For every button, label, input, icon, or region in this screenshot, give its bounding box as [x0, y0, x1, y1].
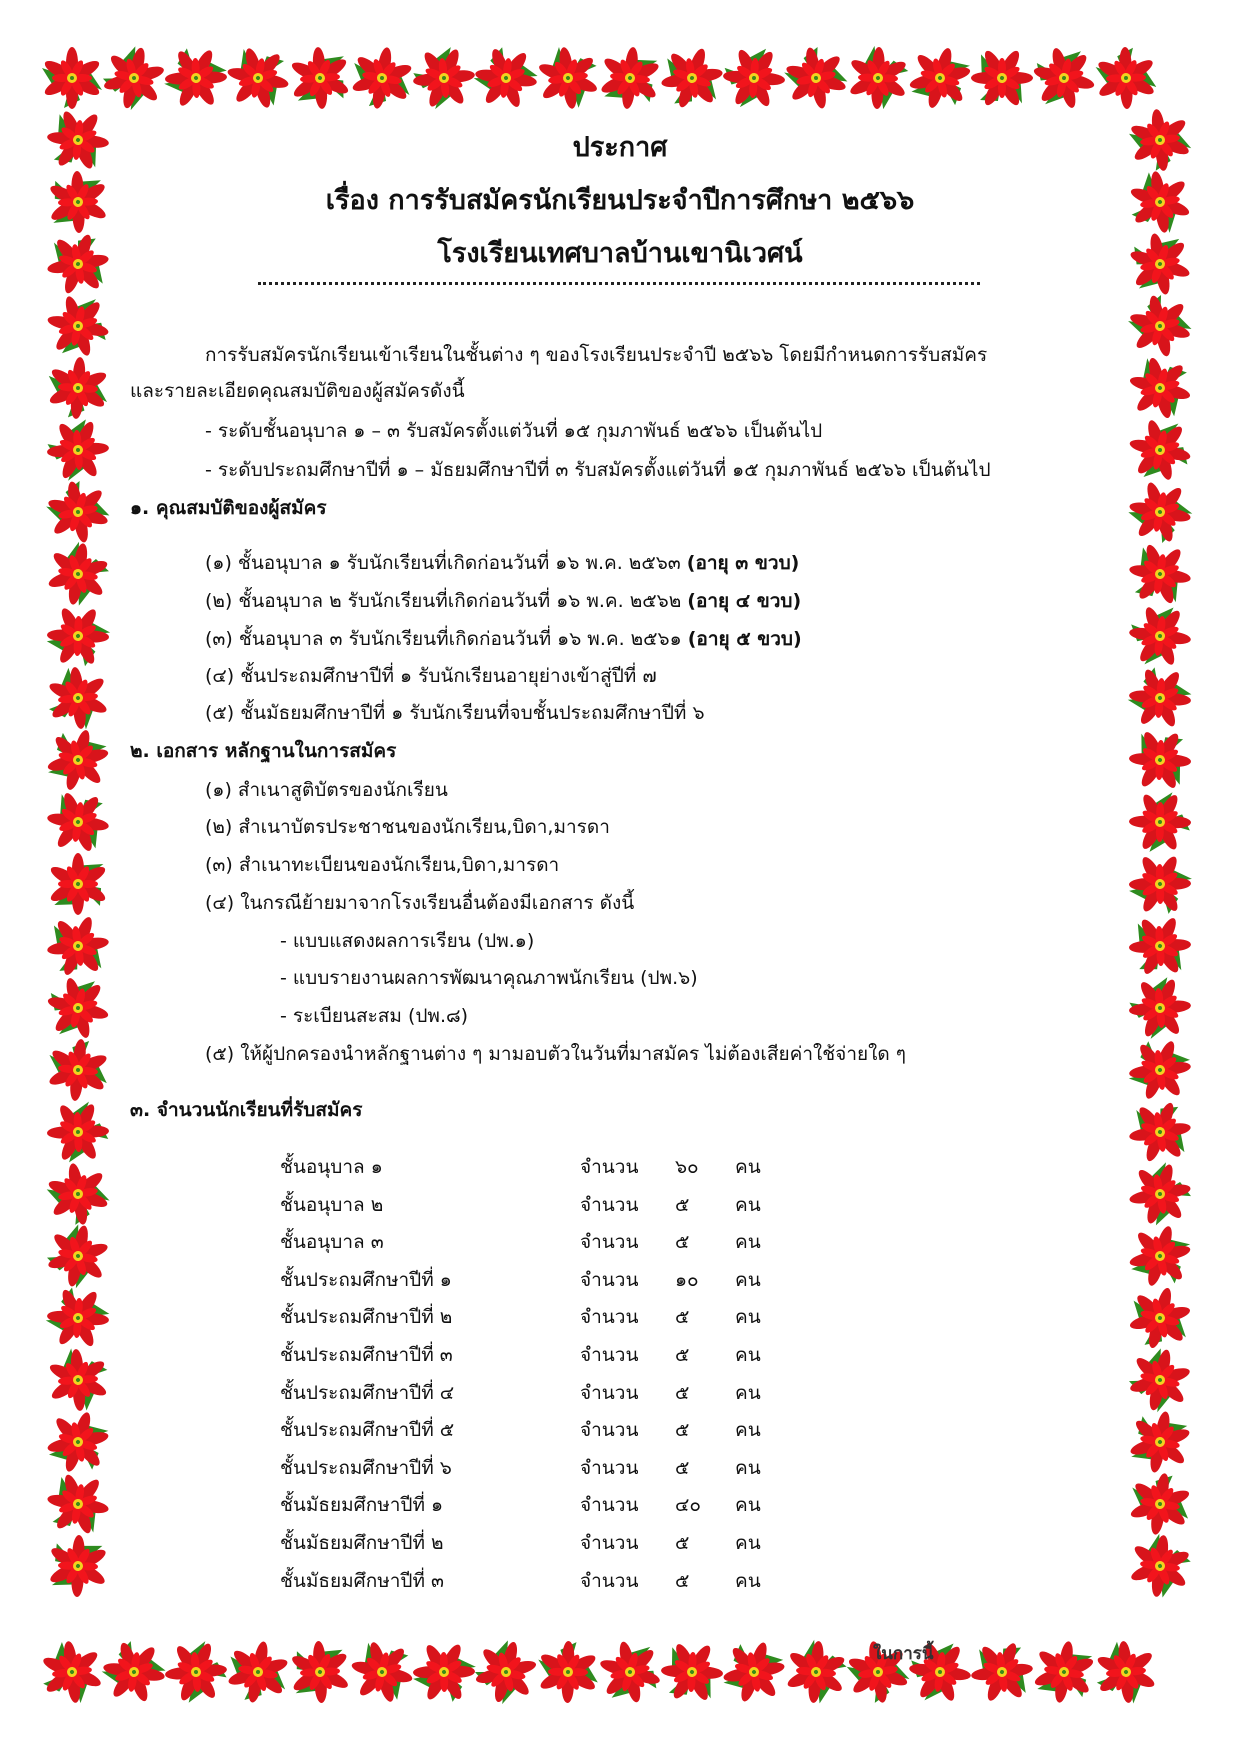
announcement-subject: เรื่อง การรับสมัครนักเรียนประจำปีการศึกษา ๒๕๖๖	[325, 185, 915, 216]
intro-bullet-2: - ระดับประถมศึกษาปีที่ ๑ – มัธยมศึกษาปีที่ ๓ รับสมัครตั้งแต่วันที่ ๑๕ กุมภาพันธ์ ๒๕๖๖ เป็นต้นไป	[205, 459, 991, 481]
poinsettia-icon	[1121, 1092, 1199, 1171]
count-label: จำนวน	[580, 1457, 639, 1479]
poinsettia-icon	[1127, 975, 1194, 1040]
grade-label: ชั้นประถมศึกษาปีที่ ๕	[280, 1419, 455, 1441]
poinsettia-icon	[897, 35, 983, 121]
poinsettia-icon	[36, 1338, 121, 1422]
table-row	[280, 1302, 800, 1332]
poinsettia-icon	[39, 225, 117, 304]
unit-label: คน	[735, 1306, 761, 1328]
qualification-item	[205, 586, 801, 616]
poinsettia-icon	[537, 1640, 598, 1703]
table-row	[280, 1227, 800, 1257]
qualification-item	[205, 548, 799, 578]
section-2-heading: ๒. เอกสาร หลักฐานในการสมัคร	[130, 740, 397, 762]
poinsettia-icon	[962, 1632, 1041, 1713]
poinsettia-icon	[1021, 1629, 1107, 1715]
count-label: จำนวน	[580, 1344, 639, 1366]
unit-label: คน	[735, 1231, 761, 1253]
table-row	[280, 1566, 800, 1596]
document-item: (๒) สำเนาบัตรประชาชนของนักเรียน,บิดา,มารดา	[205, 816, 610, 838]
grade-label: ชั้นประถมศึกษาปีที่ ๖	[280, 1457, 452, 1479]
student-count: ๕	[675, 1457, 690, 1479]
grade-label: ชั้นมัธยมศึกษาปีที่ ๑	[280, 1494, 444, 1516]
poinsettia-icon	[1120, 657, 1201, 739]
document-item: (๕) ให้ผู้ปกครองนำหลักฐานต่าง ๆ มามอบตัวในวันที่มาสมัคร ไม่ต้องเสียค่าใช้จ่ายใด ๆ	[205, 1043, 906, 1065]
poinsettia-icon	[279, 37, 361, 118]
poinsettia-icon	[163, 1639, 230, 1704]
grade-label: ชั้นประถมศึกษาปีที่ ๒	[280, 1306, 453, 1328]
poinsettia-icon	[1121, 226, 1199, 303]
qualification-text: (๕) ชั้นมัธยมศึกษาปีที่ ๑ รับนักเรียนที่จบชั้นประถมศึกษาปีที่ ๖	[205, 702, 705, 724]
poinsettia-icon	[1124, 1159, 1196, 1230]
poinsettia-icon	[41, 290, 114, 362]
count-label: จำนวน	[580, 1306, 639, 1328]
poinsettia-icon	[223, 1636, 294, 1708]
grade-label: ชั้นประถมศึกษาปีที่ ๓	[280, 1344, 453, 1366]
student-count: ๕	[675, 1344, 690, 1366]
qualification-text: (๓) ชั้นอนุบาล ๓ รับนักเรียนที่เกิดก่อนวันที่ ๑๖ พ.ค. ๒๕๖๑	[205, 628, 688, 650]
poinsettia-icon	[961, 36, 1044, 120]
table-row	[280, 1265, 800, 1295]
student-count: ๑๐	[675, 1269, 699, 1291]
qualification-item	[205, 661, 657, 691]
grade-label: ชั้นอนุบาล ๒	[280, 1194, 384, 1216]
document-subitem: - ระเบียนสะสม (ปพ.๘)	[280, 1005, 469, 1027]
document-subitem: - แบบแสดงผลการเรียน (ปพ.๑)	[280, 930, 535, 952]
count-label: จำนวน	[580, 1494, 639, 1516]
poinsettia-icon	[45, 418, 111, 482]
poinsettia-icon	[1123, 414, 1197, 486]
poinsettia-icon	[775, 1632, 857, 1713]
count-label: จำนวน	[580, 1269, 639, 1291]
poinsettia-icon	[1124, 289, 1196, 363]
grade-label: ชั้นอนุบาล ๑	[280, 1156, 383, 1178]
qualification-age: (อายุ ๕ ขวบ)	[687, 628, 802, 650]
poinsettia-icon	[42, 475, 114, 548]
count-label: จำนวน	[580, 1532, 639, 1554]
unit-label: คน	[735, 1344, 761, 1366]
student-count: ๖๐	[675, 1156, 699, 1178]
poinsettia-icon	[279, 1631, 361, 1713]
poinsettia-icon	[467, 38, 546, 118]
poinsettia-icon	[39, 535, 118, 613]
poinsettia-icon	[468, 1635, 543, 1709]
table-row	[280, 1453, 800, 1483]
table-row	[280, 1190, 800, 1220]
count-label: จำนวน	[580, 1231, 639, 1253]
unit-label: คน	[735, 1570, 761, 1592]
count-label: จำนวน	[580, 1194, 639, 1216]
student-count: ๕	[675, 1194, 690, 1216]
poinsettia-icon	[35, 779, 120, 865]
poinsettia-icon	[1117, 345, 1203, 431]
poinsettia-icon	[1119, 905, 1201, 987]
poinsettia-icon	[837, 37, 920, 119]
poinsettia-icon	[39, 1218, 117, 1294]
table-row	[280, 1378, 800, 1408]
poinsettia-icon	[721, 46, 787, 110]
section-1-heading: ๑. คุณสมบัติของผู้สมัคร	[130, 497, 327, 519]
poinsettia-icon	[35, 1399, 121, 1485]
poinsettia-icon	[1123, 1280, 1197, 1355]
poinsettia-icon	[780, 41, 852, 114]
poinsettia-icon	[1117, 1027, 1202, 1113]
poinsettia-icon	[1120, 1526, 1201, 1605]
qualification-item	[205, 698, 705, 728]
poinsettia-icon	[592, 1634, 669, 1710]
poinsettia-icon	[36, 1524, 120, 1608]
poinsettia-icon	[711, 1629, 797, 1715]
poinsettia-icon	[46, 1101, 110, 1163]
poinsettia-icon	[35, 656, 120, 741]
poinsettia-icon	[96, 41, 172, 116]
poinsettia-icon	[1027, 41, 1102, 114]
poinsettia-icon	[95, 1632, 173, 1711]
announcement-title: ประกาศ	[572, 132, 668, 163]
unit-label: คน	[735, 1419, 761, 1441]
poinsettia-icon	[36, 843, 120, 926]
poinsettia-icon	[1128, 791, 1191, 852]
qualification-text: (๑) ชั้นอนุบาล ๑ รับนักเรียนที่เกิดก่อนวันที่ ๑๖ พ.ค. ๒๕๖๓	[205, 552, 687, 574]
unit-label: คน	[735, 1532, 761, 1554]
grade-label: ชั้นอนุบาล ๓	[280, 1231, 384, 1253]
poinsettia-icon	[35, 717, 121, 803]
student-count: ๕	[675, 1231, 690, 1253]
poinsettia-icon	[1118, 842, 1201, 926]
intro-line-1: การรับสมัครนักเรียนเข้าเรียนในชั้นต่าง ๆ ของโรงเรียนประจำปี ๒๕๖๖ โดยมีกำหนดการรับสมัคร	[205, 344, 988, 366]
poinsettia-icon	[42, 47, 102, 109]
document-item: (๔) ในกรณีย้ายมาจากโรงเรียนอื่นต้องมีเอกสาร ดังนี้	[205, 892, 635, 914]
poinsettia-icon	[525, 35, 611, 120]
qualification-item	[205, 624, 802, 654]
announcement-header	[130, 125, 1110, 280]
table-row	[280, 1528, 800, 1558]
unit-label: คน	[735, 1156, 761, 1178]
document-item: (๑) สำเนาสูติบัตรของนักเรียน	[205, 779, 448, 801]
poinsettia-icon	[36, 97, 121, 182]
table-row	[280, 1152, 800, 1182]
count-label: จำนวน	[580, 1570, 639, 1592]
dotted-divider	[258, 282, 980, 285]
qualification-text: (๔) ชั้นประถมศึกษาปีที่ ๑ รับนักเรียนอายุย่างเข้าสู่ปีที่ ๗	[205, 665, 657, 687]
grade-label: ชั้นประถมศึกษาปีที่ ๑	[280, 1269, 452, 1291]
poinsettia-icon	[43, 1158, 113, 1229]
student-count: ๕	[675, 1419, 690, 1441]
poinsettia-icon	[1117, 1213, 1203, 1299]
document-item: (๓) สำเนาทะเบียนของนักเรียน,บิดา,มารดา	[205, 854, 560, 876]
intro-line-2: และรายละเอียดคุณสมบัติของผู้สมัครดังนี้	[130, 380, 465, 402]
count-label: จำนวน	[580, 1156, 639, 1178]
poinsettia-icon	[653, 39, 731, 118]
poinsettia-icon	[1126, 106, 1193, 175]
poinsettia-icon	[41, 971, 116, 1044]
qualification-age: (อายุ ๔ ขวบ)	[687, 590, 802, 612]
poinsettia-icon	[650, 1630, 734, 1715]
student-count: ๕	[675, 1382, 690, 1404]
poinsettia-icon	[1117, 1399, 1203, 1485]
poinsettia-icon	[37, 161, 120, 243]
poinsettia-icon	[37, 1277, 118, 1359]
poinsettia-icon	[46, 355, 110, 421]
unit-label: คน	[735, 1382, 761, 1404]
poinsettia-icon	[45, 1036, 111, 1104]
poinsettia-icon	[1083, 1630, 1168, 1715]
table-row	[280, 1415, 800, 1445]
unit-label: คน	[735, 1194, 761, 1216]
poinsettia-icon	[37, 595, 119, 678]
grade-label: ชั้นมัธยมศึกษาปีที่ ๓	[280, 1570, 445, 1592]
poinsettia-icon	[1095, 46, 1157, 110]
student-count: ๕	[675, 1532, 690, 1554]
poinsettia-icon	[1122, 1342, 1199, 1418]
poinsettia-icon	[1117, 531, 1203, 617]
student-count: ๕	[675, 1570, 690, 1592]
unit-label: คน	[735, 1269, 761, 1291]
poinsettia-icon	[1126, 602, 1195, 669]
count-label: จำนวน	[580, 1419, 639, 1441]
unit-label: คน	[735, 1457, 761, 1479]
poinsettia-icon	[347, 42, 417, 113]
count-label: จำนวน	[580, 1382, 639, 1404]
poinsettia-icon	[339, 1629, 425, 1715]
student-count: ๔๐	[675, 1494, 701, 1516]
table-row	[280, 1340, 800, 1370]
poinsettia-icon	[154, 36, 238, 120]
poinsettia-icon	[410, 45, 478, 111]
poinsettia-icon	[587, 36, 672, 121]
poinsettia-icon	[29, 1629, 115, 1714]
school-name: โรงเรียนเทศบาลบ้านเขานิเวศน์	[437, 238, 803, 269]
poinsettia-icon	[215, 35, 301, 121]
poinsettia-icon	[39, 906, 118, 986]
qualification-text: (๒) ชั้นอนุบาล ๒ รับนักเรียนที่เกิดก่อนวันที่ ๑๖ พ.ค. ๒๕๖๒	[205, 590, 688, 612]
section-3-heading: ๓. จำนวนนักเรียนที่รับสมัคร	[130, 1099, 363, 1121]
poinsettia-icon	[35, 1461, 121, 1547]
poinsettia-icon	[1118, 718, 1202, 803]
unit-label: คน	[735, 1494, 761, 1516]
table-row	[280, 1490, 800, 1520]
poinsettia-icon	[1126, 1469, 1195, 1540]
poinsettia-icon	[1122, 473, 1199, 551]
poinsettia-icon	[402, 1630, 485, 1714]
poinsettia-icon	[1117, 159, 1203, 245]
grade-label: ชั้นมัธยมศึกษาปีที่ ๒	[280, 1532, 444, 1554]
document-subitem: - แบบรายงานผลการพัฒนาคุณภาพนักเรียน (ปพ.๖)	[280, 967, 698, 989]
grade-label: ชั้นประถมศึกษาปีที่ ๔	[280, 1382, 455, 1404]
student-count: ๕	[675, 1306, 690, 1328]
intro-bullet-1: - ระดับชั้นอนุบาล ๑ – ๓ รับสมัครตั้งแต่วันที่ ๑๕ กุมภาพันธ์ ๒๕๖๖ เป็นต้นไป	[205, 420, 823, 442]
qualification-age: (อายุ ๓ ขวบ)	[686, 552, 800, 574]
footer-fragment: ในการนี้	[873, 1644, 934, 1664]
